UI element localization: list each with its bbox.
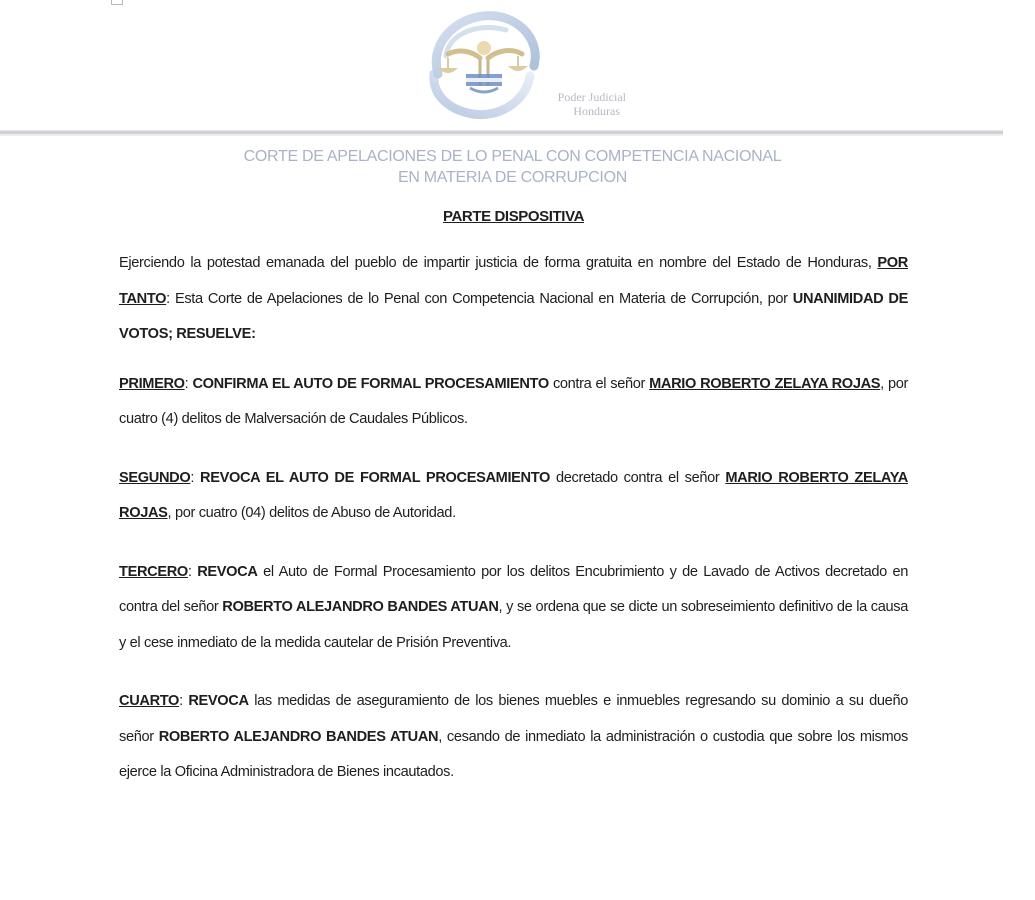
resolution-text-1: contra el señor (548, 375, 650, 392)
resolution-text-1: el Auto de Formal Procesamiento por los delitos Encubrimiento y de Lavado de Activos decretado en contra del señor (119, 563, 908, 615)
resolution-action: REVOCA EL AUTO DE FORMAL PROCESAMIENTO (200, 469, 551, 486)
page-corner-mark (111, 0, 123, 5)
resolution-sep: : (179, 693, 189, 709)
resolution-text-2: , por cuatro (04) delitos de Abuso de Autoridad. (167, 505, 456, 521)
defendant-name: ROBERTO ALEJANDRO BANDES ATUAN (158, 728, 439, 745)
resolution-sep: : (184, 375, 193, 392)
resolution-text-2: , cesando de inmediato la administración o custodia que sobre los mismos ejerce la Oficina Administradora de Bienes incautados. (119, 728, 908, 780)
resolution-segundo (119, 461, 908, 532)
resolution-tercero (119, 555, 908, 662)
resolution-sep: : (190, 469, 200, 486)
resolution-cuarto (119, 684, 908, 791)
resolution-action: REVOCA (188, 693, 249, 709)
logo-line-1: Poder Judicial (557, 90, 626, 104)
intro-text-1: Ejerciendo la potestad emanada del pueblo de impartir justicia de forma gratuita en nombre del Estado de Honduras, (119, 255, 878, 271)
resolution-text-2: , por cuatro (4) delitos de Malversación de Caudales Públicos. (119, 375, 909, 427)
resolution-action: REVOCA (197, 563, 258, 580)
resolution-text-2: , y se ordena que se dicte un sobreseimiento definitivo de la causa y el cese inmediato de la medida cautelar de Prisión Preventiva. (119, 599, 908, 651)
document-body (119, 205, 908, 791)
defendant-name: ROBERTO ALEJANDRO BANDES ATUAN (222, 599, 499, 615)
section-title: PARTE DISPOSITIVA (443, 208, 584, 225)
resolution-sep: : (187, 563, 198, 580)
court-title-line-2: EN MATERIA DE CORRUPCION (398, 169, 627, 186)
resolution-action: CONFIRMA EL AUTO DE FORMAL PROCESAMIENTO (192, 375, 549, 392)
resolution-label: PRIMERO (119, 375, 185, 392)
defendant-name: MARIO ROBERTO ZELAYA ROJAS (649, 375, 881, 392)
header-divider (0, 130, 1003, 136)
logo-wordmark (528, 90, 626, 118)
defendant-name: MARIO ROBERTO ZELAYA ROJAS (119, 469, 908, 521)
resolution-text-1: decretado contra el señor (550, 469, 726, 486)
intro-text-2: : Esta Corte de Apelaciones de lo Penal con Competencia Nacional en Materia de Corrupción, por (166, 290, 793, 307)
court-title-line-1: CORTE DE APELACIONES DE LO PENAL CON COMPETENCIA NACIONAL (243, 148, 782, 165)
logo-line-2: Honduras (573, 104, 620, 118)
resolution-label: TERCERO (119, 563, 188, 580)
resolution-label: SEGUNDO (119, 469, 191, 486)
por-tanto: POR TANTO (119, 255, 908, 307)
resolution-label: CUARTO (119, 693, 180, 709)
intro-paragraph (119, 246, 908, 353)
resolution-primero (119, 367, 908, 438)
unanimidad-resuelve: UNANIMIDAD DE VOTOS; RESUELVE: (119, 290, 908, 342)
court-title (0, 146, 1025, 188)
resolution-text-1: las medidas de aseguramiento de los bienes muebles e inmuebles regresando su dominio a su dueño señor (119, 693, 908, 745)
